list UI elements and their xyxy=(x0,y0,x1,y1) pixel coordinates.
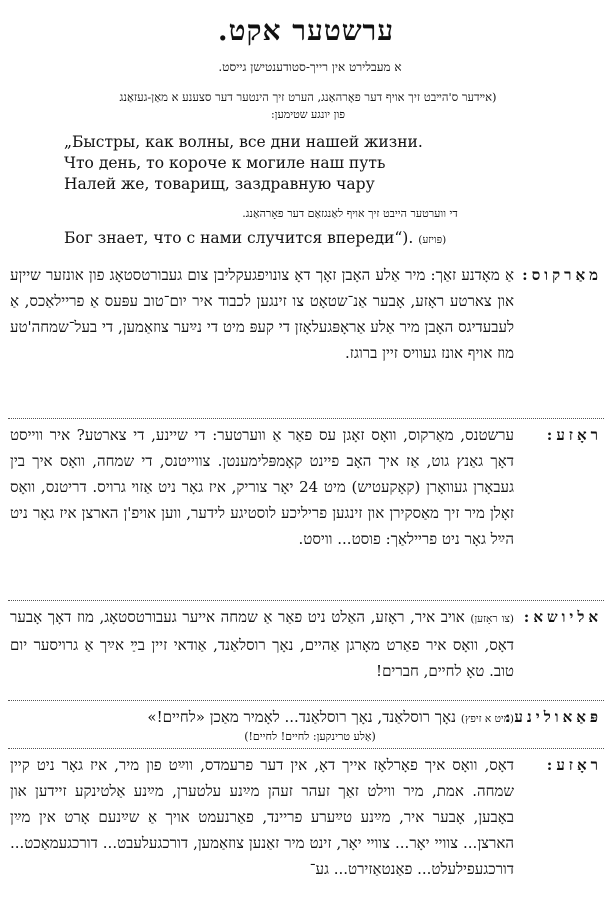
speaker-name: אליושא: xyxy=(523,608,602,626)
verse-line: Налей же, товарищ, заздравную чару xyxy=(64,175,375,193)
speaker-name: פּאַאולינע: xyxy=(504,708,602,726)
speech-alyosha xyxy=(10,604,602,684)
verse-line-text: Бог знает, что с нами случится впереди“). xyxy=(64,229,414,247)
stage-direction-line-2: פון יונגע שטימען: xyxy=(270,108,346,121)
scene-subtitle: א מעבלירט אין רייך-סטודענטישן גייסט. xyxy=(218,60,402,74)
speech-body: נאָך רוסלאַנד, נאָך רוסלאַנד... לאָמיר מאַכן «לחיים!» xyxy=(147,708,457,726)
stage-aside: (צו ראָזען) xyxy=(470,613,514,625)
verse-line xyxy=(64,228,564,251)
speech-roza-1 xyxy=(10,422,602,552)
speaker-name: ראָזע: xyxy=(546,426,602,444)
speaker-name: ראָזע: xyxy=(546,756,602,774)
speech-paoline xyxy=(10,704,602,732)
verse-line: „Быстры, как волны, все дни нашей жизни. xyxy=(64,133,423,151)
verse-line: Что день, то короче к могиле наш путь xyxy=(64,154,386,172)
speech-text xyxy=(10,604,514,684)
verse-close-aside: (פּויזע) xyxy=(418,234,447,246)
speech-roza-2 xyxy=(10,752,602,882)
stage-aside: (מיט א זיפץ) xyxy=(460,713,514,725)
section-divider xyxy=(8,700,604,701)
speech-text xyxy=(10,704,514,732)
verse-stage-aside: די ווערטער הייבט זיך אויף לאַנגזאַם דער פאָרהאַנג. xyxy=(242,207,458,220)
drinking-stage-aside: (אַלע טרינקען: לחיים! לחיים!) xyxy=(244,730,376,743)
section-divider xyxy=(8,418,604,419)
section-divider xyxy=(8,748,604,749)
stage-direction-line-1: (אײדער ס'הײבט זיך אויף דער פאָרהאַנג, הערט זיך הינטער דער סצענע א מאַן-געזאַנג xyxy=(119,90,497,104)
section-divider xyxy=(8,600,604,601)
speech-markus xyxy=(10,262,602,366)
act-title: ערשטער אקט. xyxy=(217,14,395,47)
speech-text: ערשטנס, מאַרקוס, וואָס זאָגן עס פאַר אַ ווערטער: די שיינע, די צארטע? איר ווייסט דאָך גאַנץ גוט, אַז איך האָב פיינט קאָמפּלימענטן. צווייטנס, די שמחה, וואָס איך בין געבאָרן געוואָרן (קאָקעטיש) מיט 24 יאָר צוריק, איז גאָר ניט אַזוי גרויס. דריטנס, וואָס זאָלן מיר זיך מאַסקירן און זינגען פריליכע לוסטיגע לידער, ווען אויפ'ן הארצן איז גאָר ניט הײַל גאָר ניט פריילאַך: פוסט... וויסט. xyxy=(10,426,514,548)
speech-text: דאָס, וואָס איך פאָרלאָז אייך דאָ, אין דער פרעמדס, ווײַט פון מיר, איז גאָר ניט קיין שמחה. אמת, מיר ווילט זאַך זעהר זעהן מײַנע עלטערן, מײַנע אַלטינקע זיידען און באָבען, אָבער איר, מײַנע טײַערע פריינד, פאַרנעמט אויך אַ שײַנעם אָרט אין מײַן הארצן... צוויי יאָר... צוויי יאָר, זינט מיר זאַנען צוזאַמען, דורכגעלעבט... דורכגעמאַכט... דורכגעפילעלט... פאַנטאַזירט... גע־ xyxy=(10,756,514,878)
speech-body: אויב איר, ראָזע, האַלט ניט פאַר אַ שמחה אייער געבורטסטאָג, מוז דאָך אָבער דאָס, וואָס איר פאַרט מאָרגן אַהיים, נאָך רוסלאַנד, אַודאי זיין בײַ אײַך אַ גרויסער יום טוב. טאָ לחיים, חברים! xyxy=(10,608,514,680)
stage-direction xyxy=(32,88,584,124)
speaker-name: מאַרקוס: xyxy=(522,266,602,284)
speech-text: אַ מאָדנע זאַך: מיר אַלע האָבן זאָך דאָ צונויפגעקליבן צום געבורטסטאָג פון אונזער שייןע און צארטע ראָזע, אָבער אַנ־שטאָט צו זינגען לכבוד איר יום־טוב עפּעס אַ פריילאַכס, אַ לעבעדיגס האָבן מיר אַלע אַראָפּגעלאָזן די קעפּ מיט די נײַער צוזאַמען, די בעל־שמחה'טע מוז אויף אונז געוויס זיין ברוגז. xyxy=(10,266,514,362)
russian-verse-block-1 xyxy=(64,132,564,195)
russian-verse-block-2 xyxy=(64,228,564,251)
